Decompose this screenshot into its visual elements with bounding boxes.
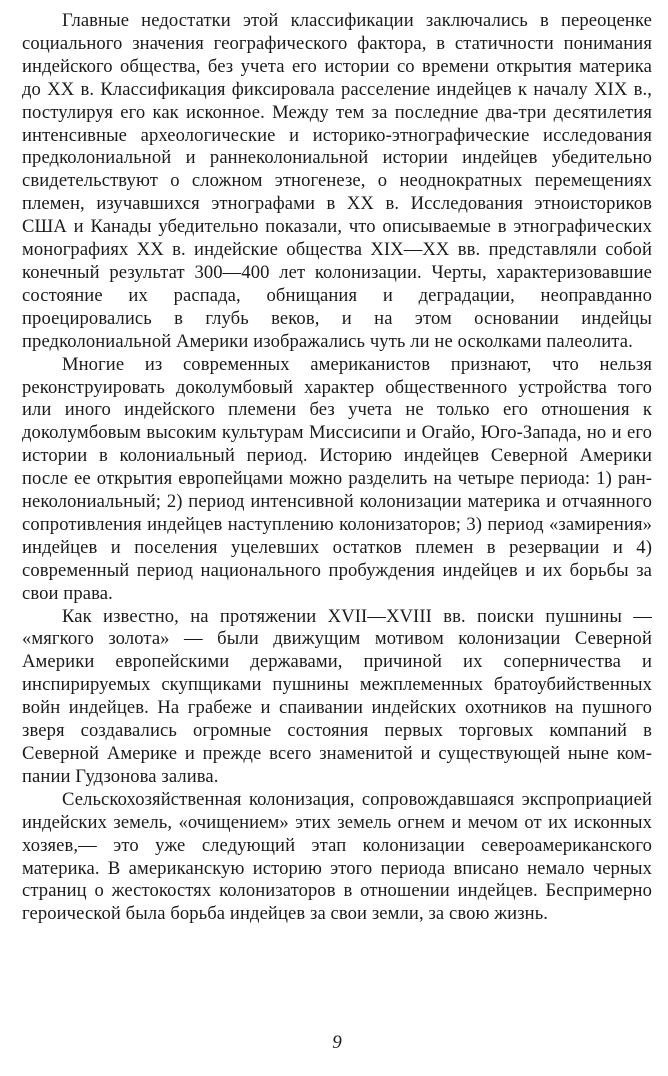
paragraph-agricultural-colonization: Сельскохозяйственная колонизация, сопровождавшаяся экспроприацией индейских земель, «очищением» этих земель огнем и мечом от их исконных хозяев,— это уже следующий этап колонизации североамериканского материка. В американскую историю этого периода вписано немало черных страниц о жестокостях колонизаторов в отношении индейцев. Беспримерно героической была борьба индейцев за свои земли, за свою жизнь. xyxy=(22,788,652,925)
book-page xyxy=(22,10,652,1060)
paragraph-fur-trade: Как известно, на протяжении XVII—XVIII вв. поиски пушнины — «мягкого золота» — были движущим мотивом колонизации Северной Америки европейскими державами, причиной их соперничества и инспирируемых скупщиками пушнины межплеменных братоубийственных войн индейцев. На грабеже и спаивании индейских охотников на пушного зверя создавались огромные состояния первых торговых компаний в Северной Америке и прежде всего знаменитой и существующей ныне компании Гудзонова залива. xyxy=(22,605,652,787)
paragraph-classification-critique: Главные недостатки этой классификации заключались в переоценке социального значения географического фактора, в статичности понимания индейского общества, без учета его истории со времени открытия материка до XX в. Классификация фиксировала расселение индейцев к началу XIX в., постулируя его как исконное. Между тем за последние два-три десятилетия интенсивные археологические и историко-этнографические исследования предколониальной и раннеколониальной истории индейцев убедительно свидетельствуют о сложном этногенезе, о неоднократных перемещениях племен, изучавшихся этнографами в XX в. Исследования этноисториков США и Канады убедительно показали, что описываемые в этнографических монографиях XX в. индейские общества XIX—XX вв. представляли собой конечный результат 300—400 лет колонизации. Черты, характеризовавшие состояние их распада, обнищания и деградации, неоправданно проецировались в глубь веков, и на этом основании индейцы предколониальной Америки изображались чуть ли не осколками палеолита. xyxy=(22,10,652,352)
paragraph-periodization: Многие из современных американистов признают, что нельзя реконструировать доколумбовый характер общественного устройства того или иного индейского племени без учета не только его отношения к доколумбовым высоким культурам Миссисипи и Огайо, Юго-Запада, но и его истории в колониальный период. Историю индейцев Северной Америки после ее открытия европейцами можно разделить на четыре периода: 1) раннеколониальный; 2) период интенсивной колонизации материка и отчаянного сопротивления индейцев наступлению колонизаторов; 3) период «замирения» индейцев и поселения уцелевших остатков племен в резервации и 4) современный период национального пробуждения индейцев и их борьбы за свои права. xyxy=(22,353,652,604)
page-number: 9 xyxy=(332,1032,342,1053)
